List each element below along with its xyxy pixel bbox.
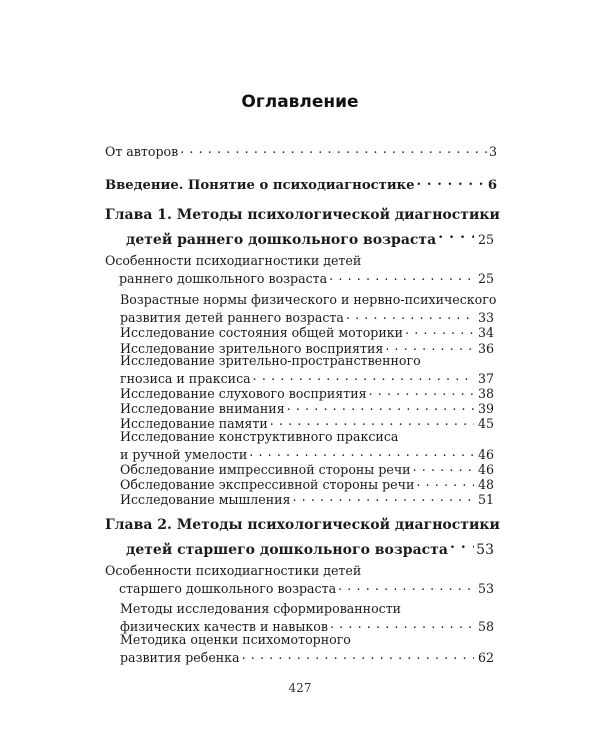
toc-section-ch2-features[interactable] — [105, 563, 494, 596]
entry-page: 3 — [488, 144, 497, 159]
dot-leader — [242, 647, 474, 662]
entry-title-line2: старшего дошкольного возраста — [119, 581, 337, 596]
entry-title: Исследование памяти — [120, 416, 268, 431]
dot-leader — [438, 225, 474, 244]
dot-leader — [405, 322, 474, 337]
chapter-title-line1: Глава 1. Методы психологической диагностики — [105, 207, 500, 223]
page-number: 427 — [288, 681, 312, 695]
toc-item-psychomotor[interactable] — [120, 632, 494, 665]
chapter-title-line2: детей старшего дошкольного возраста — [126, 542, 448, 558]
entry-title: Исследование зрительного восприятия — [120, 341, 384, 356]
entry-page: 25 — [477, 271, 494, 286]
dot-leader — [369, 383, 474, 398]
entry-title-line2: гнозиса и праксиса — [120, 371, 251, 386]
entry-page: 51 — [477, 492, 494, 507]
toc-entry-intro[interactable] — [105, 174, 497, 193]
toc-section-ch1-features[interactable] — [105, 253, 494, 286]
entry-page: 53 — [476, 542, 494, 558]
dot-leader — [270, 413, 474, 428]
dot-leader — [292, 489, 474, 504]
dot-leader — [338, 578, 474, 593]
entry-page: 38 — [477, 386, 494, 401]
entry-title: Исследование мышления — [120, 492, 291, 507]
dot-leader — [385, 338, 474, 353]
dot-leader — [329, 268, 474, 283]
entry-title-line1: Исследование конструктивного праксиса — [120, 429, 399, 444]
page-title: Оглавление — [241, 92, 359, 112]
dot-leader — [287, 398, 474, 413]
entry-title: От авторов — [105, 144, 179, 159]
dot-leader — [330, 616, 474, 631]
entry-page: 6 — [487, 178, 497, 193]
entry-page: 46 — [477, 447, 494, 462]
toc-entry-authors[interactable] — [105, 141, 497, 159]
entry-title-line1: Методика оценки психомоторного — [120, 632, 351, 647]
dot-leader — [416, 474, 474, 489]
entry-title-line2: физических качеств и навыков — [120, 619, 328, 634]
toc-item-constructive-praxis[interactable] — [120, 429, 494, 462]
dot-leader — [417, 174, 486, 189]
entry-page: 48 — [477, 477, 494, 492]
dot-leader — [346, 307, 474, 322]
dot-leader — [253, 368, 474, 383]
dot-leader — [450, 535, 474, 554]
entry-page: 33 — [477, 310, 494, 325]
toc-item-visual-spatial[interactable] — [120, 353, 494, 386]
entry-title: Исследование состояния общей моторики — [120, 325, 404, 340]
dot-leader — [180, 141, 487, 156]
entry-page: 39 — [477, 401, 494, 416]
entry-page: 25 — [477, 232, 494, 247]
entry-title-line2: развития детей раннего возраста — [120, 310, 344, 325]
toc-item-thinking[interactable] — [120, 489, 494, 507]
entry-page: 53 — [477, 581, 494, 596]
entry-title: Введение. Понятие о психодиагностике — [105, 178, 415, 193]
entry-title-line1: Особенности психодиагностики детей — [105, 563, 362, 578]
entry-title: Исследование слухового восприятия — [120, 386, 367, 401]
toc-chapter-1[interactable] — [105, 206, 500, 250]
entry-title: Исследование внимания — [120, 401, 285, 416]
entry-page: 34 — [477, 325, 494, 340]
entry-title-line2: развития ребенка — [120, 650, 240, 665]
entry-title-line1: Методы исследования сформированности — [120, 601, 402, 616]
entry-page: 37 — [477, 371, 494, 386]
entry-title-line2: раннего дошкольного возраста — [119, 271, 328, 286]
toc-item-age-norms[interactable] — [120, 292, 497, 325]
entry-page: 45 — [477, 416, 494, 431]
toc-item-physical-qualities[interactable] — [120, 601, 494, 634]
entry-title-line2: и ручной умелости — [120, 447, 248, 462]
entry-title-line1: Возрастные нормы физического и нервно-психического — [120, 292, 497, 307]
entry-title: Обследование импрессивной стороны речи — [120, 462, 411, 477]
toc-chapter-2[interactable] — [105, 516, 500, 560]
entry-title-line1: Исследование зрительно-пространственного — [120, 353, 421, 368]
entry-page: 46 — [477, 462, 494, 477]
entry-page: 58 — [477, 619, 494, 634]
entry-title: Обследование экспрессивной стороны речи — [120, 477, 415, 492]
entry-page: 36 — [477, 341, 494, 356]
entry-title-line1: Особенности психодиагностики детей — [105, 253, 362, 268]
dot-leader — [413, 459, 474, 474]
entry-page: 62 — [477, 650, 494, 665]
chapter-title-line2: детей раннего дошкольного возраста — [126, 232, 437, 248]
dot-leader — [249, 444, 474, 459]
chapter-title-line1: Глава 2. Методы психологической диагностики — [105, 517, 500, 533]
